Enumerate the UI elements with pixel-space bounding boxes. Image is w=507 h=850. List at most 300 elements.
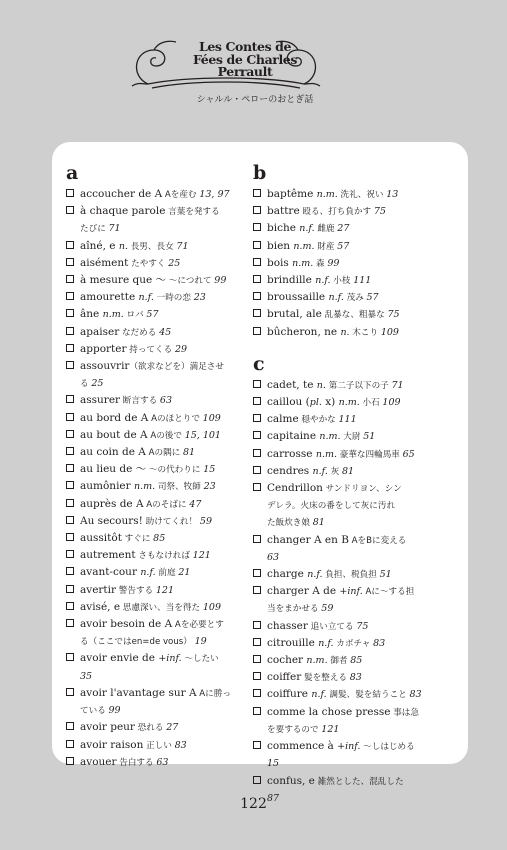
checkbox[interactable] xyxy=(66,481,74,489)
vocab-word: apaiser xyxy=(80,325,120,338)
vocab-line xyxy=(253,289,453,306)
checkbox[interactable] xyxy=(253,258,261,266)
page-reference: 85 xyxy=(350,655,363,667)
vocab-line xyxy=(253,600,453,617)
vocab-line xyxy=(66,737,252,754)
part-of-speech: n.m. xyxy=(319,431,341,443)
vocab-line xyxy=(66,547,252,564)
vocab-line xyxy=(253,394,453,411)
vocab-line xyxy=(253,306,453,323)
vocab-line xyxy=(253,773,453,790)
page-reference: 21 xyxy=(178,567,191,579)
japanese-gloss: 追い立てる xyxy=(307,621,357,632)
vocab-word: cendres xyxy=(267,464,313,477)
checkbox[interactable] xyxy=(66,722,74,730)
checkbox[interactable] xyxy=(66,585,74,593)
japanese-gloss: を要するので xyxy=(267,724,322,735)
japanese-gloss: Aのほとりで xyxy=(148,413,203,424)
vocab-line xyxy=(66,702,252,719)
vocab-word: bois xyxy=(267,256,293,269)
checkbox[interactable] xyxy=(253,380,261,388)
vocab-word: à mesure que ～ xyxy=(80,274,167,287)
japanese-gloss: Aの隅に xyxy=(145,448,184,459)
vocab-line xyxy=(66,513,252,530)
checkbox[interactable] xyxy=(66,206,74,214)
checkbox[interactable] xyxy=(253,586,261,594)
vocab-line xyxy=(66,599,252,616)
japanese-gloss: 事は急 xyxy=(390,707,419,718)
checkbox[interactable] xyxy=(66,430,74,438)
vocab-line xyxy=(66,272,252,289)
japanese-gloss: 言葉を発する xyxy=(165,207,220,218)
vocab-word: avoir peur xyxy=(80,721,135,734)
part-of-speech: +inf. xyxy=(337,741,361,753)
japanese-gloss: 雑然とした、混乱した xyxy=(314,776,404,787)
page-reference: 109 xyxy=(202,601,221,613)
page-reference: 83 xyxy=(349,672,362,684)
vocab-word: caillou ( xyxy=(267,396,310,409)
page-reference: 63 xyxy=(156,756,169,768)
vocab-word: coiffer xyxy=(267,671,302,684)
page-reference: 23 xyxy=(193,292,206,304)
japanese-gloss: 一時の恋 xyxy=(153,293,194,304)
checkbox[interactable] xyxy=(66,550,74,558)
checkbox[interactable] xyxy=(253,638,261,646)
page-number: 122 xyxy=(240,796,267,812)
japanese-gloss: 洗礼、祝い xyxy=(337,190,387,200)
vocab-word: aussitôt xyxy=(80,532,122,545)
japanese-gloss: ている xyxy=(80,706,109,717)
part-of-speech: n.m. xyxy=(316,189,338,200)
part-of-speech: pl. xyxy=(309,397,322,409)
vocab-word: à chaque parole xyxy=(80,205,166,218)
page-reference: 121 xyxy=(321,723,340,735)
vocab-line xyxy=(253,203,453,220)
part-of-speech: n.f. xyxy=(318,637,334,649)
vocab-word: avoir l'avantage sur A xyxy=(80,686,197,699)
page-reference: 63 xyxy=(267,551,280,563)
checkbox[interactable] xyxy=(66,516,74,524)
japanese-gloss: 警告する xyxy=(116,585,156,596)
vocab-line xyxy=(253,272,453,289)
part-of-speech: n.m. xyxy=(315,448,338,460)
japanese-gloss: なだめる xyxy=(119,327,160,338)
book-subtitle: シャルル・ペローのおとぎ話 xyxy=(196,95,314,105)
part-of-speech: n. xyxy=(118,240,128,252)
checkbox[interactable] xyxy=(66,327,74,335)
checkbox[interactable] xyxy=(66,464,74,472)
vocab-line xyxy=(66,650,252,667)
vocab-word: avoir besoin de A xyxy=(80,618,173,631)
vocab-line xyxy=(253,669,453,686)
vocab-word: broussaille xyxy=(267,291,329,304)
checkbox[interactable] xyxy=(253,569,261,577)
vocab-line xyxy=(66,238,252,255)
vocab-line xyxy=(66,685,252,702)
japanese-gloss: すぐに xyxy=(121,534,154,545)
japanese-gloss: Aを必要とす xyxy=(172,620,224,631)
vocab-word: apporter xyxy=(80,342,127,355)
japanese-gloss: 告白する xyxy=(116,757,157,768)
checkbox[interactable] xyxy=(253,414,261,422)
checkbox[interactable] xyxy=(66,688,74,696)
japanese-gloss: 大尉 xyxy=(340,432,364,443)
japanese-gloss: ～しはじめる xyxy=(360,742,415,753)
vocab-word: bien xyxy=(267,239,294,252)
section-letter: a xyxy=(66,162,79,184)
page-reference: 27 xyxy=(166,722,179,734)
section-letter: c xyxy=(253,352,265,375)
part-of-speech: n.m. xyxy=(292,257,314,269)
vocab-word: Cendrillon xyxy=(267,482,323,495)
japanese-gloss: る xyxy=(80,379,92,390)
part-of-speech: +inf. xyxy=(158,653,182,665)
checkbox[interactable] xyxy=(253,466,261,474)
vocab-word: carrosse xyxy=(267,447,316,460)
checkbox[interactable] xyxy=(66,344,74,352)
vocab-word: biche xyxy=(267,222,300,235)
vocab-line xyxy=(253,238,453,255)
page-reference: 71 xyxy=(391,379,404,391)
japanese-gloss: 小枝 xyxy=(330,276,354,287)
part-of-speech: n.m. xyxy=(306,655,328,667)
japanese-gloss: 助けてくれ！ xyxy=(142,516,200,527)
part-of-speech: n.f. xyxy=(311,689,327,701)
vocab-line xyxy=(253,428,453,445)
checkbox[interactable] xyxy=(253,431,261,439)
vocab-line xyxy=(66,633,252,650)
vocab-word: accoucher de A xyxy=(80,188,163,200)
page-reference: 35 xyxy=(80,670,93,682)
section-letter: b xyxy=(253,162,267,184)
japanese-gloss: サンドリヨン、シン xyxy=(322,484,402,495)
vocab-word: avouer xyxy=(80,755,117,768)
vocab-line xyxy=(66,496,252,513)
japanese-gloss: ～の代わりに xyxy=(146,465,204,476)
checkbox[interactable] xyxy=(253,206,261,214)
vocab-word: amourette xyxy=(80,291,139,304)
vocab-line xyxy=(253,514,453,531)
page-reference: 99 xyxy=(214,275,227,287)
vocab-line xyxy=(253,377,453,394)
vocab-line xyxy=(253,324,453,341)
vocab-line xyxy=(253,686,453,703)
vocab-word: assurer xyxy=(80,394,121,407)
page-reference: 57 xyxy=(366,292,379,304)
vocab-line xyxy=(253,635,453,652)
vocab-line xyxy=(66,255,252,272)
vocab-line xyxy=(253,755,453,772)
page-reference: 45 xyxy=(159,326,172,338)
page-reference: 99 xyxy=(327,257,340,269)
japanese-gloss: デレラ。火床の番をして灰に汚れ xyxy=(267,501,396,512)
vocab-line xyxy=(66,444,252,461)
page-reference: 83 xyxy=(174,739,187,751)
japanese-gloss: Aのそばに xyxy=(143,499,190,510)
vocab-line xyxy=(253,721,453,738)
vocab-word: au bord de A xyxy=(80,411,149,424)
page-reference: 109 xyxy=(380,326,399,338)
page-reference: 83 xyxy=(373,637,386,649)
page-reference: 51 xyxy=(363,431,376,443)
page-reference: 75 xyxy=(356,620,369,632)
part-of-speech: n.m. xyxy=(293,240,315,252)
japanese-gloss: 雌鹿 xyxy=(314,224,338,235)
japanese-gloss: 御者 xyxy=(327,656,351,667)
vocab-word: baptême xyxy=(267,188,317,200)
checkbox[interactable] xyxy=(66,309,74,317)
checkbox[interactable] xyxy=(66,653,74,661)
vocab-line xyxy=(66,616,252,633)
japanese-gloss: 豪華な四輪馬車 xyxy=(337,449,403,460)
japanese-gloss: Aに～する担 xyxy=(362,587,415,598)
part-of-speech: n.m. xyxy=(102,309,124,321)
page-reference: 81 xyxy=(341,465,355,477)
vocab-word: autrement xyxy=(80,549,136,562)
checkbox[interactable] xyxy=(66,533,74,541)
vocab-word: commence à xyxy=(267,740,338,753)
checkbox[interactable] xyxy=(66,241,74,249)
vocab-word: avoir raison xyxy=(80,738,144,751)
checkbox[interactable] xyxy=(253,292,261,300)
vocab-line xyxy=(253,583,453,600)
vocab-word: coiffure xyxy=(267,688,312,701)
japanese-gloss: たやすく xyxy=(128,258,169,269)
book-title-line: Fées de Charles xyxy=(193,51,297,67)
checkbox[interactable] xyxy=(66,740,74,748)
checkbox[interactable] xyxy=(66,361,74,369)
japanese-gloss: 灰 xyxy=(327,466,342,477)
vocab-line xyxy=(253,220,453,237)
checkbox[interactable] xyxy=(66,447,74,455)
book-title xyxy=(150,41,340,79)
japanese-gloss: た飯炊き娘 xyxy=(267,518,313,529)
japanese-gloss: 森 xyxy=(313,258,328,269)
checkbox[interactable] xyxy=(253,672,261,680)
japanese-gloss: 茂み xyxy=(343,293,367,304)
vocab-word: assouvrir xyxy=(80,360,130,373)
checkbox[interactable] xyxy=(66,619,74,627)
part-of-speech: n.m. xyxy=(338,397,360,409)
vocab-word: au bout de A xyxy=(80,428,148,441)
checkbox[interactable] xyxy=(66,258,74,266)
vocab-word: auprès de A xyxy=(80,497,144,510)
part-of-speech: n.m. xyxy=(134,481,156,493)
page-reference: 29 xyxy=(174,343,188,355)
vocab-line xyxy=(66,564,252,581)
japanese-gloss: Aの後で xyxy=(147,430,185,441)
book-title-line: Les Contes de xyxy=(198,39,292,54)
page-reference: 25 xyxy=(91,378,104,390)
vocab-line xyxy=(253,618,453,635)
japanese-gloss: 財産 xyxy=(314,241,338,252)
page-reference: 99 xyxy=(108,705,121,717)
page-reference: 59 xyxy=(321,603,334,615)
japanese-gloss: 小石 xyxy=(359,398,383,409)
page-reference: 75 xyxy=(373,206,386,218)
section-gap xyxy=(253,341,453,353)
page-reference: 13, 97 xyxy=(199,189,230,200)
japanese-gloss: 第二子以下の子 xyxy=(325,380,392,391)
vocab-word: Au secours! xyxy=(80,514,143,527)
vocab-line xyxy=(253,652,453,669)
vocab-word: aîné, e xyxy=(80,239,119,252)
vocab-word: cocher xyxy=(267,654,307,667)
japanese-gloss: 正しい xyxy=(143,740,175,751)
japanese-gloss: 長男、長女 xyxy=(127,241,177,252)
vocab-line xyxy=(253,704,453,721)
vocab-word: au lieu de ～ xyxy=(80,463,147,476)
page-reference: 57 xyxy=(337,240,350,252)
vocab-word: capitaine xyxy=(267,430,320,443)
japanese-gloss: 司祭、牧師 xyxy=(155,482,204,493)
checkbox[interactable] xyxy=(66,567,74,575)
checkbox[interactable] xyxy=(253,397,261,405)
page-reference: 71 xyxy=(108,223,121,235)
page-reference: 15 xyxy=(203,464,216,476)
page-reference: 81 xyxy=(312,517,325,529)
page-reference: 57 xyxy=(146,309,159,321)
checkbox[interactable] xyxy=(253,535,261,543)
vocab-word: comme la chose presse xyxy=(267,705,391,718)
vocab-line xyxy=(253,549,453,566)
page-reference: 111 xyxy=(338,414,357,426)
checkbox[interactable] xyxy=(66,275,74,283)
book-title-line: Perrault xyxy=(217,64,273,79)
japanese-gloss: AをBに変える xyxy=(348,535,407,546)
vocab-line xyxy=(66,427,252,444)
checkbox[interactable] xyxy=(253,741,261,749)
japanese-gloss: 当をまかせる xyxy=(267,604,322,615)
japanese-gloss: （欲求などを）満足させ xyxy=(129,362,224,373)
part-of-speech: n. xyxy=(316,379,326,391)
vocab-word: brindille xyxy=(267,274,316,287)
vocab-line xyxy=(66,375,252,392)
vocab-line xyxy=(66,719,252,736)
vocab-line xyxy=(66,220,252,237)
page-reference: 15, 101 xyxy=(184,429,221,441)
vocab-line xyxy=(66,306,252,323)
vocab-line xyxy=(253,186,453,203)
japanese-gloss: 断言する xyxy=(120,396,160,407)
japanese-gloss: カボチャ xyxy=(333,638,374,649)
page-reference: 23 xyxy=(203,481,216,493)
part-of-speech: n.f. xyxy=(312,465,328,477)
page-reference: 81 xyxy=(183,447,196,459)
vocab-line xyxy=(66,324,252,341)
part-of-speech: n.f. xyxy=(315,275,331,287)
page-reference: 111 xyxy=(353,275,372,287)
checkbox[interactable] xyxy=(66,395,74,403)
checkbox[interactable] xyxy=(253,621,261,629)
checkbox[interactable] xyxy=(253,776,261,784)
page-reference: 25 xyxy=(168,257,181,269)
vocab-word: calme xyxy=(267,413,299,426)
checkbox[interactable] xyxy=(66,292,74,300)
checkbox[interactable] xyxy=(66,189,74,197)
page-reference: 121 xyxy=(192,550,211,562)
vocab-line xyxy=(253,411,453,428)
checkbox[interactable] xyxy=(253,707,261,715)
japanese-gloss: 負担、税負担 xyxy=(322,570,380,581)
part-of-speech: n.f. xyxy=(138,292,154,304)
checkbox[interactable] xyxy=(253,449,261,457)
vocab-line xyxy=(66,410,252,427)
checkbox[interactable] xyxy=(253,241,261,249)
japanese-gloss: 髪を整える xyxy=(301,673,350,684)
checkbox[interactable] xyxy=(66,413,74,421)
vocab-word: au coin de A xyxy=(80,446,146,459)
japanese-gloss: 穏やかな xyxy=(298,415,339,426)
japanese-gloss: 木こり xyxy=(349,327,381,338)
page-reference: 65 xyxy=(402,448,415,460)
japanese-gloss: Aを産む xyxy=(162,190,200,200)
checkbox[interactable] xyxy=(253,309,261,317)
checkbox[interactable] xyxy=(253,223,261,231)
vocab-word: charge xyxy=(267,568,308,581)
vocab-line xyxy=(253,532,453,549)
vocab-line xyxy=(66,358,252,375)
checkbox[interactable] xyxy=(253,327,261,335)
page-reference: 85 xyxy=(153,533,166,545)
vocab-word: charger A de xyxy=(267,585,340,598)
page-header xyxy=(0,0,507,120)
checkbox[interactable] xyxy=(66,499,74,507)
vocab-word: x) xyxy=(321,396,339,409)
vocab-line xyxy=(66,341,252,358)
vocab-word: âne xyxy=(80,308,103,321)
vocab-line xyxy=(66,754,252,771)
vocab-line xyxy=(66,289,252,306)
vocab-line xyxy=(253,497,453,514)
vocab-word: avoir envie de xyxy=(80,652,159,665)
vocab-line xyxy=(66,582,252,599)
vocabulary-column-left xyxy=(66,162,252,771)
vocab-line xyxy=(66,186,252,203)
vocab-word: brutal, ale xyxy=(267,308,322,321)
japanese-gloss: 持ってくる xyxy=(126,344,175,355)
vocab-word: chasser xyxy=(267,619,308,632)
vocab-line xyxy=(66,478,252,495)
japanese-gloss: 恐れる xyxy=(134,723,167,734)
part-of-speech: n.f. xyxy=(299,223,315,235)
japanese-gloss: 思慮深い、当を得た xyxy=(120,602,203,613)
checkbox[interactable] xyxy=(66,757,74,765)
page-reference: 121 xyxy=(155,584,175,596)
page-reference: 59 xyxy=(199,515,213,527)
japanese-gloss: 乱暴な、粗暴な xyxy=(321,310,388,321)
page-reference: 15 xyxy=(267,758,280,770)
part-of-speech: n.f. xyxy=(140,567,156,579)
vocab-word: avertir xyxy=(80,583,117,596)
vocab-word: avisé, e xyxy=(80,600,121,613)
checkbox[interactable] xyxy=(253,689,261,697)
vocab-line xyxy=(253,463,453,480)
part-of-speech: n.f. xyxy=(307,569,323,581)
checkbox[interactable] xyxy=(253,483,261,491)
japanese-gloss: ～につれて xyxy=(166,276,215,287)
checkbox[interactable] xyxy=(253,275,261,283)
vocab-word: citrouille xyxy=(267,636,319,649)
vocab-word: aumônier xyxy=(80,480,134,493)
vocab-line xyxy=(253,480,453,497)
checkbox[interactable] xyxy=(253,189,261,197)
japanese-gloss: ロバ xyxy=(123,310,147,321)
checkbox[interactable] xyxy=(66,602,74,610)
checkbox[interactable] xyxy=(253,655,261,663)
page-reference: 71 xyxy=(176,240,189,252)
page-reference: 63 xyxy=(159,395,172,407)
